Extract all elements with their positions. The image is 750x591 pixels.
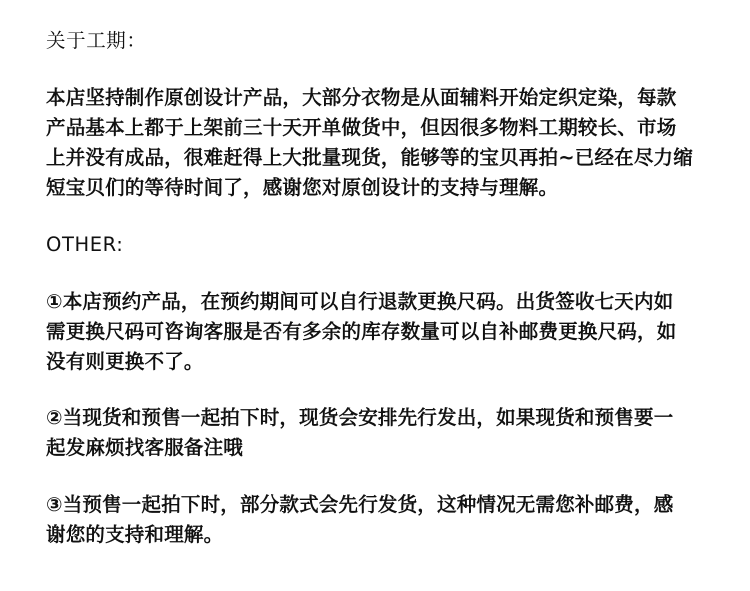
paragraph-line: 需更换尺码可咨询客服是否有多余的库存数量可以自补邮费更换尺码，如 bbox=[46, 320, 677, 343]
paragraph-line: ③当预售一起拍下时，部分款式会先行发货，这种情况无需您补邮费，感 bbox=[46, 493, 674, 516]
paragraph-line: 产品基本上都于上架前三十天开单做货中，但因很多物料工期较长、市场 bbox=[46, 116, 677, 139]
paragraph-line: 起发麻烦找客服备注哦 bbox=[46, 436, 244, 459]
paragraph-line: 上并没有成品，很难赶得上大批量现货，能够等的宝贝再拍~已经在尽力缩 bbox=[46, 146, 693, 169]
paragraph-line: 谢您的支持和理解。 bbox=[46, 523, 224, 546]
paragraph-line: ①本店预约产品，在预约期间可以自行退款更换尺码。出货签收七天内如 bbox=[46, 290, 674, 313]
section-heading-schedule: 关于工期： bbox=[46, 29, 147, 52]
paragraph-line: 本店坚持制作原创设计产品，大部分衣物是从面辅料开始定织定染，每款 bbox=[46, 86, 677, 109]
paragraph-line: 没有则更换不了。 bbox=[46, 350, 204, 373]
section-heading-other: OTHER: bbox=[46, 233, 124, 256]
paragraph-line: ②当现货和预售一起拍下时，现货会安排先行发出，如果现货和预售要一 bbox=[46, 406, 674, 429]
paragraph-line: 短宝贝们的等待时间了，感谢您对原创设计的支持与理解。 bbox=[46, 176, 559, 199]
